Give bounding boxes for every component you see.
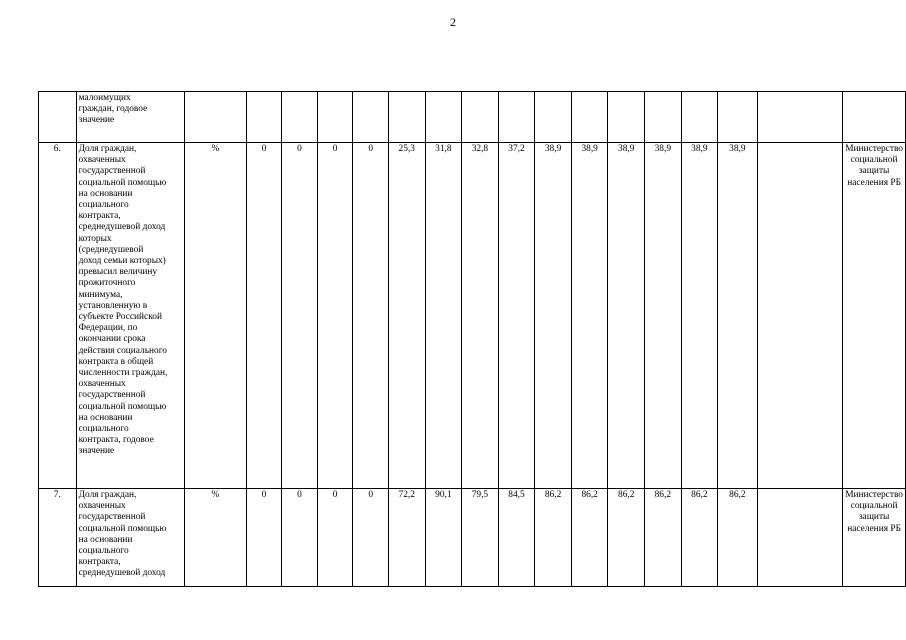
value-cell — [645, 92, 682, 143]
value-cell — [353, 92, 389, 143]
table-row — [39, 489, 906, 587]
value-cell — [317, 92, 353, 143]
page-number: 2 — [450, 15, 456, 29]
value-cell — [425, 92, 462, 143]
value-cell: 0 — [353, 489, 389, 587]
responsible-cell — [843, 92, 906, 143]
value-cell — [757, 92, 843, 143]
responsible-cell: Министерство социальной защиты населения РБ — [843, 489, 906, 587]
indicator-name-cell: Доля граждан, охваченных государственной социальной помощью на основании социального контракта, среднедушевой доход которых (среднедушевой доход семьи которых) превысил величину прожиточного минимума, установленную в субъекте Российской Федерации, по окончании срока действия социального контракта в общей численности граждан, охваченных государственной социальной помощью на основании социального контракта, годовое значение — [76, 143, 185, 489]
value-cell: 38,9 — [571, 143, 608, 489]
value-cell — [571, 92, 608, 143]
value-cell: 86,2 — [535, 489, 572, 587]
value-cell — [718, 92, 757, 143]
value-cell: 0 — [282, 143, 318, 489]
indicator-name-cell: Доля граждан, охваченных государственной социальной помощью на основании социального контракта, среднедушевой доход — [76, 489, 185, 587]
value-cell — [282, 92, 318, 143]
value-cell: 38,9 — [535, 143, 572, 489]
value-cell: 31,8 — [425, 143, 462, 489]
value-cell: 0 — [246, 143, 282, 489]
value-cell: 86,2 — [608, 489, 645, 587]
row-number-cell — [39, 92, 77, 143]
indicators-table — [38, 91, 906, 587]
row-number-cell: 6. — [39, 143, 77, 489]
value-cell — [388, 92, 425, 143]
value-cell: 86,2 — [681, 489, 718, 587]
indicator-name-cell: малоимущих граждан, годовое значение — [76, 92, 185, 143]
value-cell: 0 — [246, 489, 282, 587]
value-cell: 90,1 — [425, 489, 462, 587]
responsible-cell: Министерство социальной защиты населения РБ — [843, 143, 906, 489]
unit-cell: % — [185, 143, 246, 489]
value-cell — [681, 92, 718, 143]
value-cell: 0 — [353, 143, 389, 489]
value-cell: 32,8 — [462, 143, 499, 489]
value-cell: 72,2 — [388, 489, 425, 587]
value-cell: 86,2 — [571, 489, 608, 587]
value-cell — [462, 92, 499, 143]
value-cell — [498, 92, 535, 143]
value-cell: 38,9 — [718, 143, 757, 489]
value-cell: 37,2 — [498, 143, 535, 489]
value-cell: 38,9 — [645, 143, 682, 489]
value-cell: 0 — [282, 489, 318, 587]
value-cell: 79,5 — [462, 489, 499, 587]
value-cell: 86,2 — [718, 489, 757, 587]
value-cell: 86,2 — [645, 489, 682, 587]
row-number-cell: 7. — [39, 489, 77, 587]
unit-cell — [185, 92, 246, 143]
value-cell — [757, 143, 843, 489]
value-cell: 84,5 — [498, 489, 535, 587]
table-row — [39, 143, 906, 489]
value-cell: 0 — [317, 143, 353, 489]
value-cell — [246, 92, 282, 143]
value-cell: 38,9 — [681, 143, 718, 489]
value-cell — [757, 489, 843, 587]
value-cell — [535, 92, 572, 143]
value-cell: 0 — [317, 489, 353, 587]
table-row — [39, 92, 906, 143]
value-cell: 25,3 — [388, 143, 425, 489]
value-cell — [608, 92, 645, 143]
value-cell: 38,9 — [608, 143, 645, 489]
unit-cell: % — [185, 489, 246, 587]
